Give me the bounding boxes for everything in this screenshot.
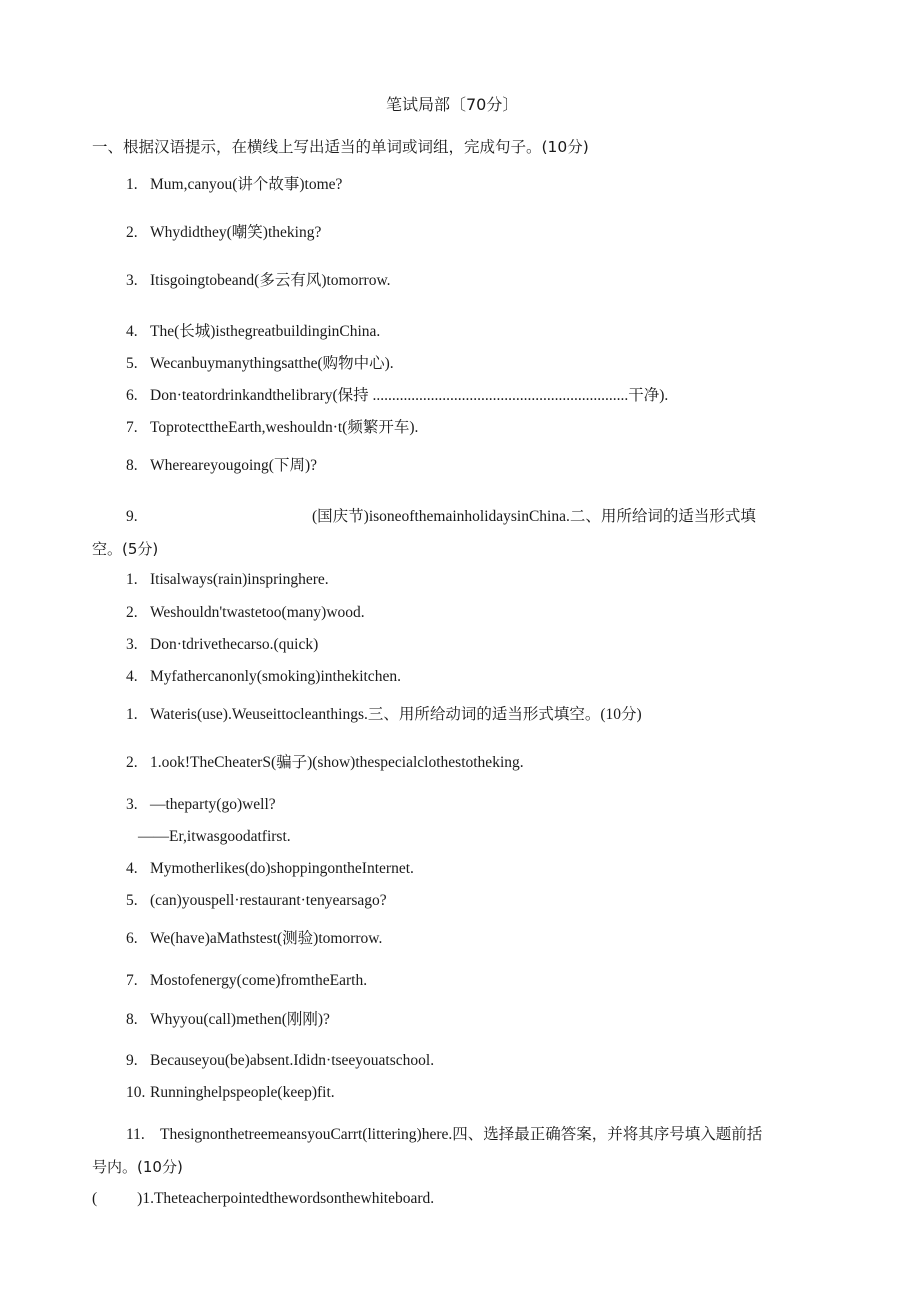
s2-item-5: 1. Wateris(use).Weuseittocleanthings.三、用所给动词的适当形式填空。(10分) [126,706,642,723]
s1-item-5: 5. Wecanbuymanythingsatthe(购物中心). [126,355,394,372]
s3-item-7: 7. Mostofenergy(come)fromtheEarth. [126,972,368,989]
s3-item-9: 9. Becauseyou(be)absent.Ididn·tseeyouatschool. [126,1052,435,1069]
s2-item-3: 3. Don·tdrivethecarso.(quick) [126,636,319,653]
s1-item-2: 2. Whydidthey(嘲笑)theking? [126,224,322,241]
page-title: 笔试局部〔70分〕 [386,95,519,114]
s2-item-1: 1. Itisalways(rain)inspringhere. [126,571,329,588]
s1-item-3: 3. Itisgoingtobeand(多云有风)tomorrow. [126,272,391,289]
section1-heading: 一、根据汉语提示，在横线上写出适当的单词或词组，完成句子。(10分) [92,138,589,156]
s1-item-1: 1. Mum,canyou(讲个故事)tome? [126,176,343,193]
s3-item-6: 6. We(have)aMathstest(测验)tomorrow. [126,930,383,947]
s2-item-4: 4. Myfathercanonly(smoking)inthekitchen. [126,668,401,685]
s1-item-4: 4. The(长城)isthegreatbuildinginChina. [126,323,381,340]
s3-item-4: 4. Mymotherlikes(do)shoppingontheInternet. [126,860,414,877]
s1-item-8: 8. Whereareyougoing(下周)? [126,457,317,474]
s4-item-1: ( )1.Theteacherpointedthewordsonthewhiteboard. [92,1190,435,1207]
s3-item-5: 5. (can)youspell·restaurant·tenyearsago? [126,892,387,909]
s3-wrap: 号内。(10分) [92,1158,183,1176]
s3-item-10: 10. Runninghelpspeople(keep)fit. [126,1084,335,1101]
s1-item-7: 7. ToprotecttheEarth,weshouldn·t(频繁开车). [126,419,419,436]
s3-item-2: 2. 1.ook!TheCheaterS(骗子)(show)thespecialclothestotheking. [126,754,524,771]
s1-wrap: 空。(5分) [92,540,159,558]
s2-item-2: 2. Weshouldn'twastetoo(many)wood. [126,604,365,621]
s1-item-6: 6. Don·teatordrinkandthelibrary(保持 ..................................................................干净). [126,387,669,404]
s3-item-3: 3. —theparty(go)well? [126,796,276,813]
s3-item-3-reply: ——Er,itwasgoodatfirst. [138,828,291,845]
s3-item-11: 11. ThesignonthetreemeansyouCarrt(littering)here.四、选择最正确答案，并将其序号填入题前括 [126,1126,763,1143]
answer-bracket-open: ( [92,1190,98,1207]
s1-item-9: 9. (国庆节)isoneofthemainholidaysinChina.二、用所给词的适当形式填 [126,508,756,525]
s3-item-8: 8. Whyyou(call)methen(刚刚)? [126,1011,330,1028]
